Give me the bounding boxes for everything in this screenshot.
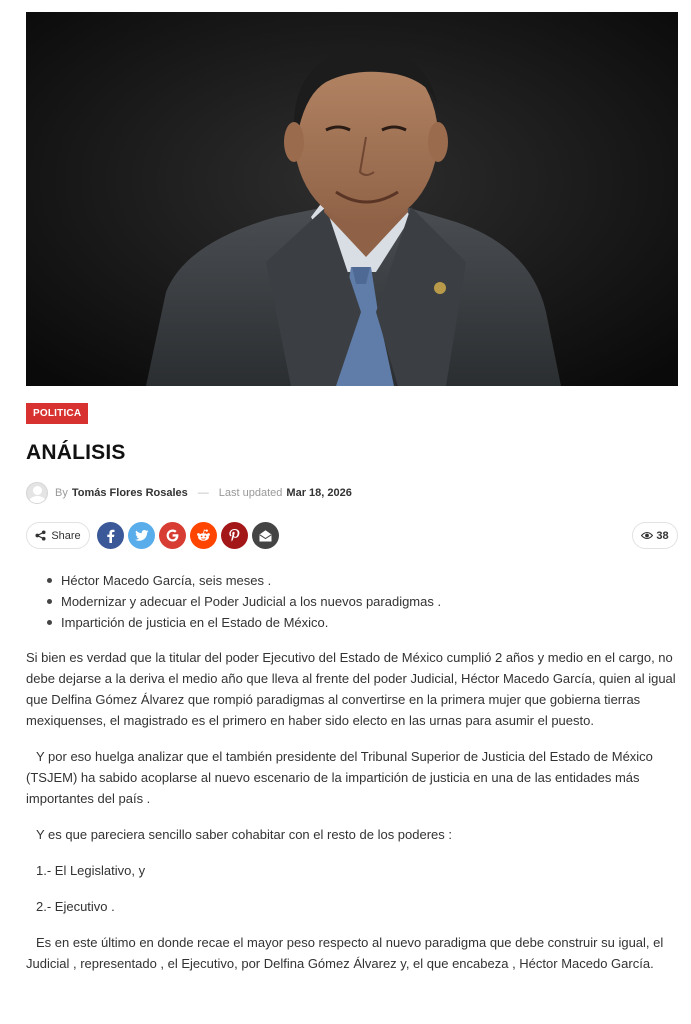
category-badge[interactable]: POLITICA [26, 403, 88, 424]
paragraph: Y por eso huelga analizar que el también presidente del Tribunal Superior de Justicia del Estado de México (TSJEM) ha sabido acoplarse al nuevo escenario de la impartición de justicia en una de las entidades más importantes del país . [26, 749, 653, 806]
share-icon [35, 530, 46, 541]
portrait-photo-icon [26, 12, 678, 386]
share-label: Share [51, 529, 81, 542]
pinterest-icon[interactable] [221, 522, 248, 549]
updated-date: Mar 18, 2026 [286, 487, 352, 499]
email-icon[interactable] [252, 522, 279, 549]
updated-label: Last updated [218, 487, 283, 499]
summary-list [44, 570, 664, 633]
author-avatar[interactable] [26, 482, 48, 504]
view-count [632, 522, 678, 549]
list-item: Héctor Macedo García, seis meses . [44, 570, 664, 591]
view-count-value: 38 [656, 529, 669, 542]
article-title: ANÁLISIS [26, 441, 126, 464]
share-button[interactable] [26, 522, 90, 549]
hero-image [26, 12, 678, 386]
paragraph: Y es que pareciera sencillo saber cohabitar con el resto de los poderes : [36, 827, 453, 842]
author-name[interactable]: Tomás Flores Rosales [71, 487, 188, 499]
by-label: By [55, 487, 68, 499]
google-icon[interactable] [159, 522, 186, 549]
eye-icon [641, 531, 653, 540]
article-body [26, 647, 678, 989]
paragraph: Es en este último en donde recae el mayor peso respecto al nuevo paradigma que debe construir su igual, el Judicial , representado , el Ejecutivo, por Delfina Gómez Álvarez y, el que encabeza , Héctor Macedo García. [26, 935, 664, 971]
reddit-icon[interactable] [190, 522, 217, 549]
twitter-icon[interactable] [128, 522, 155, 549]
facebook-icon[interactable] [97, 522, 124, 549]
share-bar [26, 522, 678, 549]
paragraph: 2.- Ejecutivo . [36, 899, 115, 914]
article-meta [26, 482, 352, 504]
paragraph: 1.- El Legislativo, y [36, 863, 146, 878]
meta-separator: — [197, 487, 209, 499]
list-item: Modernizar y adecuar el Poder Judicial a los nuevos paradigmas . [44, 591, 664, 612]
list-item: Impartición de justicia en el Estado de México. [44, 612, 664, 633]
paragraph: Si bien es verdad que la titular del poder Ejecutivo del Estado de México cumplió 2 años y medio en el cargo, no debe dejarse a la deriva el medio año que lleva al frente del poder Judicial, Héctor Macedo García, quien al igual que Delfina Gómez Álvarez que rompió paradigmas al convertirse en la primera mujer que gobierna tierras mexiquenses, el magistrado es el primero en haber sido electo en las urnas para asumir el puesto. [26, 650, 676, 728]
